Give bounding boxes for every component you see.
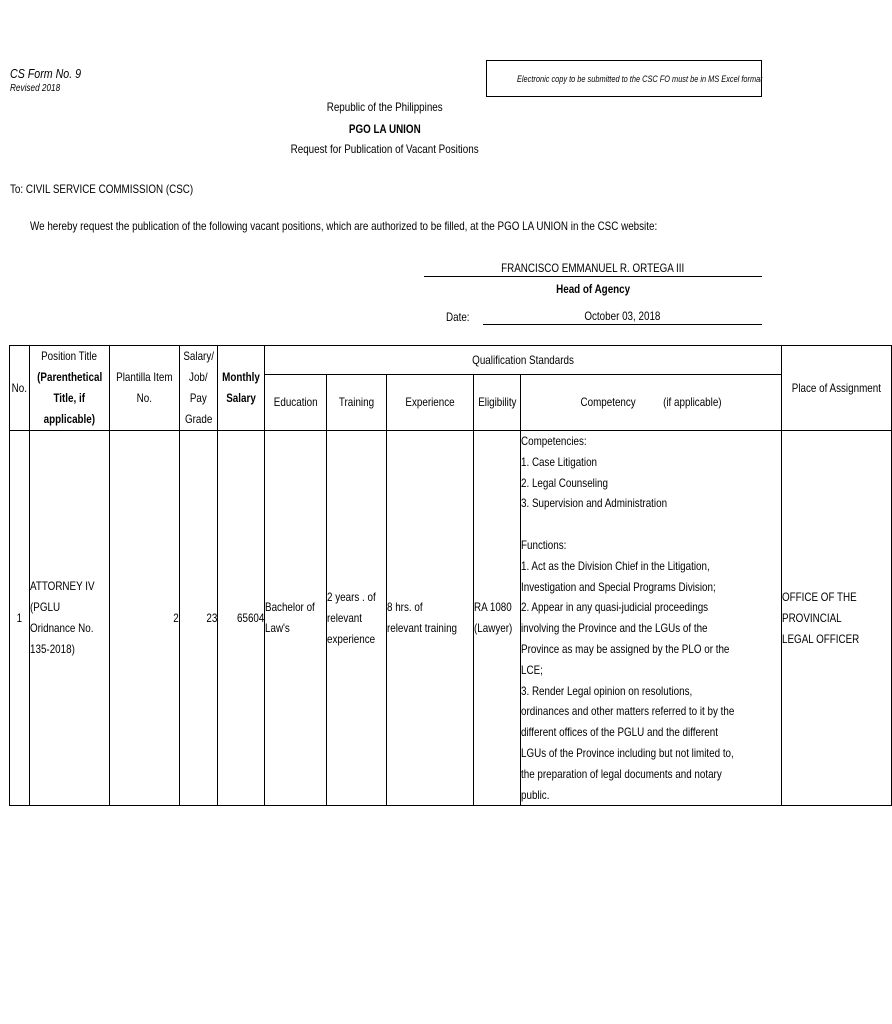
competency-line — [521, 514, 734, 535]
header-salary-grade — [179, 346, 217, 431]
header-place: Place of Assignment — [782, 346, 892, 431]
competency-line: LGUs of the Province including but not limited to, — [521, 745, 735, 760]
header-plantilla-lines: Plantilla Item No. — [116, 370, 173, 405]
date-line — [483, 324, 762, 325]
cell-grade: 23 — [179, 431, 217, 806]
signatory-title — [424, 282, 762, 296]
office-text: PGO LA UNION — [349, 122, 421, 136]
cell-salary: 65604 — [218, 431, 265, 806]
competency-line: 3. Render Legal opinion on resolutions, — [521, 683, 693, 698]
competency-line: Functions: — [521, 537, 567, 552]
header-position-lines: Position Title (Parenthetical Title, if applicable) — [36, 349, 102, 426]
header-monthly-salary — [218, 346, 265, 431]
competency-line: Competencies: — [521, 434, 587, 448]
vacancy-table — [9, 345, 892, 806]
experience-lines: 8 hrs. of relevant training — [387, 600, 458, 636]
form-number: CS Form No. 9 — [10, 66, 82, 81]
competency-line: ordinances and other matters referred to it by the — [521, 704, 735, 719]
republic-text: Republic of the Philippines — [327, 100, 443, 114]
training-lines: 2 years . of relevant experience — [326, 589, 376, 646]
office-heading — [0, 122, 770, 136]
place-lines: OFFICE OF THE PROVINCIAL LEGAL OFFICER — [782, 589, 860, 646]
cell-plantilla: 2 — [110, 431, 180, 806]
cell-position — [29, 431, 109, 806]
competency-line: Investigation and Special Programs Division; — [521, 579, 716, 594]
header-qualification-standards: Qualification Standards — [265, 346, 782, 375]
competency-lines — [521, 431, 781, 805]
header-training: Training — [326, 375, 386, 431]
cell-training — [326, 431, 386, 806]
competency-line: 2. Legal Counseling — [521, 475, 609, 490]
electronic-copy-note: Electronic copy to be submitted to the CSC FO must be in MS Excel format — [517, 74, 763, 84]
revision-note: Revised 2018 — [10, 83, 61, 94]
cell-education — [265, 431, 327, 806]
signature-line — [424, 276, 762, 277]
header-row-1 — [10, 346, 892, 375]
competency-line: 3. Supervision and Administration — [521, 496, 668, 511]
competency-line: 2. Appear in any quasi-judicial proceedings — [521, 600, 709, 615]
addressee: To: CIVIL SERVICE COMMISSION (CSC) — [10, 182, 194, 196]
republic-heading — [0, 100, 770, 114]
competency-line: the preparation of legal documents and notary — [521, 766, 723, 781]
cell-competency — [521, 431, 782, 806]
header-grade-lines: Salary/ Job/ Pay Grade — [183, 349, 214, 426]
date-value-text: October 03, 2018 — [584, 309, 661, 323]
competency-line: public. — [521, 787, 550, 802]
request-title-text: Request for Publication of Vacant Positions — [291, 142, 479, 156]
cell-experience — [387, 431, 473, 806]
competency-line: different offices of the PGLU and the different — [521, 725, 719, 740]
competency-line: Province as may be assigned by the PLO or the — [521, 641, 730, 656]
header-no: No. — [10, 346, 30, 431]
header-salary-lines: Monthly Salary — [222, 370, 260, 405]
header-eligibility: Eligibility — [473, 375, 521, 431]
request-title — [0, 142, 770, 156]
table-row — [10, 431, 892, 806]
header-position-title — [29, 346, 109, 431]
competency-line: involving the Province and the LGUs of the — [521, 621, 708, 636]
cell-eligibility — [473, 431, 521, 806]
competency-line: LCE; — [521, 662, 544, 677]
cell-place — [782, 431, 892, 806]
education-lines: Bachelor of Law's — [265, 600, 315, 636]
eligibility-lines: RA 1080 (Lawyer) — [473, 600, 512, 636]
cell-no: 1 — [10, 431, 30, 806]
position-lines: ATTORNEY IV (PGLU Oridnance No. 135-2018) — [29, 579, 95, 657]
signatory-name — [424, 261, 762, 275]
date-label: Date: — [446, 310, 470, 324]
signatory-name-text: FRANCISCO EMMANUEL R. ORTEGA III — [501, 261, 685, 275]
signatory-title-text: Head of Agency — [555, 282, 631, 296]
date-value — [483, 309, 762, 323]
header-experience: Experience — [387, 375, 473, 431]
competency-line: 1. Act as the Division Chief in the Litigation, — [521, 558, 710, 573]
header-competency: Competency (if applicable) — [521, 375, 782, 431]
header-plantilla — [110, 346, 180, 431]
competency-line: 1. Case Litigation — [521, 454, 598, 469]
header-education: Education — [265, 375, 327, 431]
request-statement: We hereby request the publication of the following vacant positions, which are authorized to be filled, at the PGO LA UNION in the CSC website: — [30, 219, 658, 233]
